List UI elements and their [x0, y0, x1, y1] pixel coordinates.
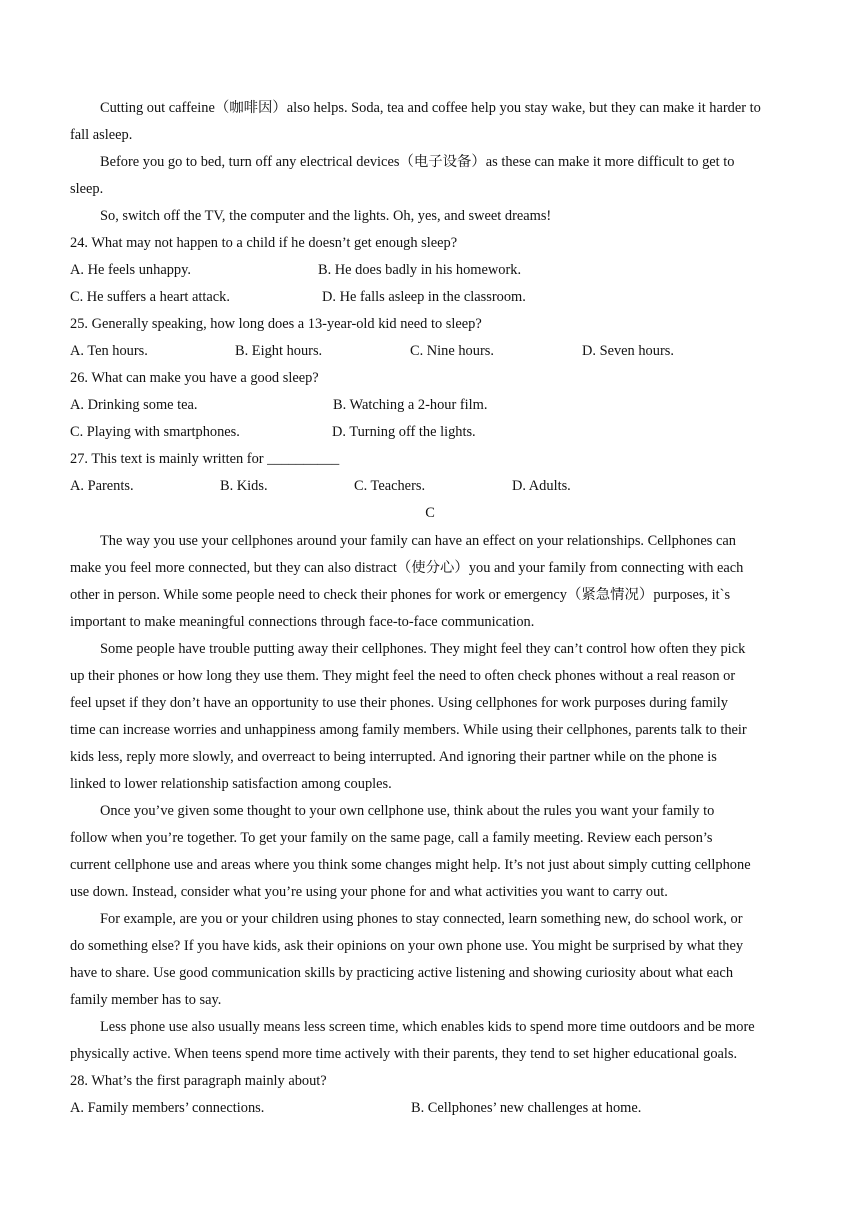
question-27-option-c: C. Teachers. — [354, 478, 426, 494]
passage-b-p3-line1: So, switch off the TV, the computer and the lights. Oh, yes, and sweet dreams! — [100, 208, 552, 224]
passage-c-line: important to make meaningful connections through face-to-face communication. — [70, 614, 535, 630]
passage-b-p1-line1: Cutting out caffeine（咖啡因）also helps. Soda, tea and coffee help you stay wake, but they can make it harder to — [100, 100, 761, 116]
passage-c-line: have to share. Use good communication skills by practicing active listening and showing curiosity about what each — [70, 965, 734, 981]
question-24-stem: 24. What may not happen to a child if he doesn’t get enough sleep? — [70, 235, 458, 251]
passage-c-line: time can increase worries and unhappiness among family members. While using their cellphones, parents talk to their — [70, 722, 747, 738]
passage-c-line: other in person. While some people need to check their phones for work or emergency（紧急情况）purposes, it`s — [70, 587, 731, 603]
question-26-stem: 26. What can make you have a good sleep? — [70, 370, 319, 386]
question-27-option-d: D. Adults. — [512, 478, 571, 494]
question-24-option-d: D. He falls asleep in the classroom. — [322, 289, 526, 305]
passage-b-p2-line2: sleep. — [70, 181, 104, 197]
question-25-option-d: D. Seven hours. — [582, 343, 674, 359]
passage-c-line: feel upset if they don’t have an opportunity to use their phones. Using cellphones for work purposes during family — [70, 695, 728, 711]
question-27-option-a: A. Parents. — [70, 478, 134, 494]
passage-c-line: follow when you’re together. To get your family on the same page, call a family meeting. Review each person’s — [70, 830, 713, 846]
passage-c-line: make you feel more connected, but they can also distract（使分心）you and your family from connecting with each — [70, 560, 744, 576]
passage-c-line: Once you’ve given some thought to your own cellphone use, think about the rules you want your family to — [100, 803, 715, 819]
passage-c-line: use down. Instead, consider what you’re using your phone for and what activities you want to carry out. — [70, 884, 668, 900]
passage-c-line: For example, are you or your children using phones to stay connected, learn something new, do school work, or — [100, 911, 743, 927]
question-25-stem: 25. Generally speaking, how long does a 13-year-old kid need to sleep? — [70, 316, 482, 332]
passage-c-heading: C — [425, 505, 435, 521]
passage-b-p2-line1: Before you go to bed, turn off any electrical devices（电子设备）as these can make it more difficult to get to — [100, 154, 735, 170]
question-27-stem: 27. This text is mainly written for __________ — [70, 451, 340, 467]
question-26-option-c: C. Playing with smartphones. — [70, 424, 240, 440]
passage-c-line: kids less, reply more slowly, and overreact to being interrupted. And ignoring their partner while on the phone is — [70, 749, 717, 765]
passage-c-line: family member has to say. — [70, 992, 222, 1008]
question-27-option-b: B. Kids. — [220, 478, 268, 494]
question-24-option-a: A. He feels unhappy. — [70, 262, 191, 278]
question-24-option-b: B. He does badly in his homework. — [318, 262, 522, 278]
question-26-option-d: D. Turning off the lights. — [332, 424, 476, 440]
passage-c-line: physically active. When teens spend more time actively with their parents, they tend to set higher educational goals. — [70, 1046, 738, 1062]
question-28-option-b: B. Cellphones’ new challenges at home. — [411, 1100, 642, 1116]
question-24-option-c: C. He suffers a heart attack. — [70, 289, 230, 305]
passage-c-line: The way you use your cellphones around your family can have an effect on your relationships. Cellphones can — [100, 533, 736, 549]
question-25-option-b: B. Eight hours. — [235, 343, 323, 359]
question-28-stem: 28. What’s the first paragraph mainly about? — [70, 1073, 327, 1089]
passage-c-line: up their phones or how long they use them. They might feel the need to often check phones without a real reason or — [70, 668, 736, 684]
question-25-option-a: A. Ten hours. — [70, 343, 148, 359]
passage-c-line: Some people have trouble putting away their cellphones. They might feel they can’t control how often they pick — [100, 641, 746, 657]
passage-c-line: Less phone use also usually means less screen time, which enables kids to spend more time outdoors and be more — [100, 1019, 755, 1035]
passage-b-p1-line2: fall asleep. — [70, 127, 133, 143]
passage-c-line: do something else? If you have kids, ask their opinions on your own phone use. You might be surprised by what they — [70, 938, 744, 954]
question-28-option-a: A. Family members’ connections. — [70, 1100, 265, 1116]
question-26-option-a: A. Drinking some tea. — [70, 397, 198, 413]
passage-c-line: current cellphone use and areas where you think some changes might help. It’s not just about simply cutting cellphone — [70, 857, 751, 873]
question-26-option-b: B. Watching a 2-hour film. — [333, 397, 488, 413]
question-25-option-c: C. Nine hours. — [410, 343, 494, 359]
passage-c-line: linked to lower relationship satisfaction among couples. — [70, 776, 392, 792]
